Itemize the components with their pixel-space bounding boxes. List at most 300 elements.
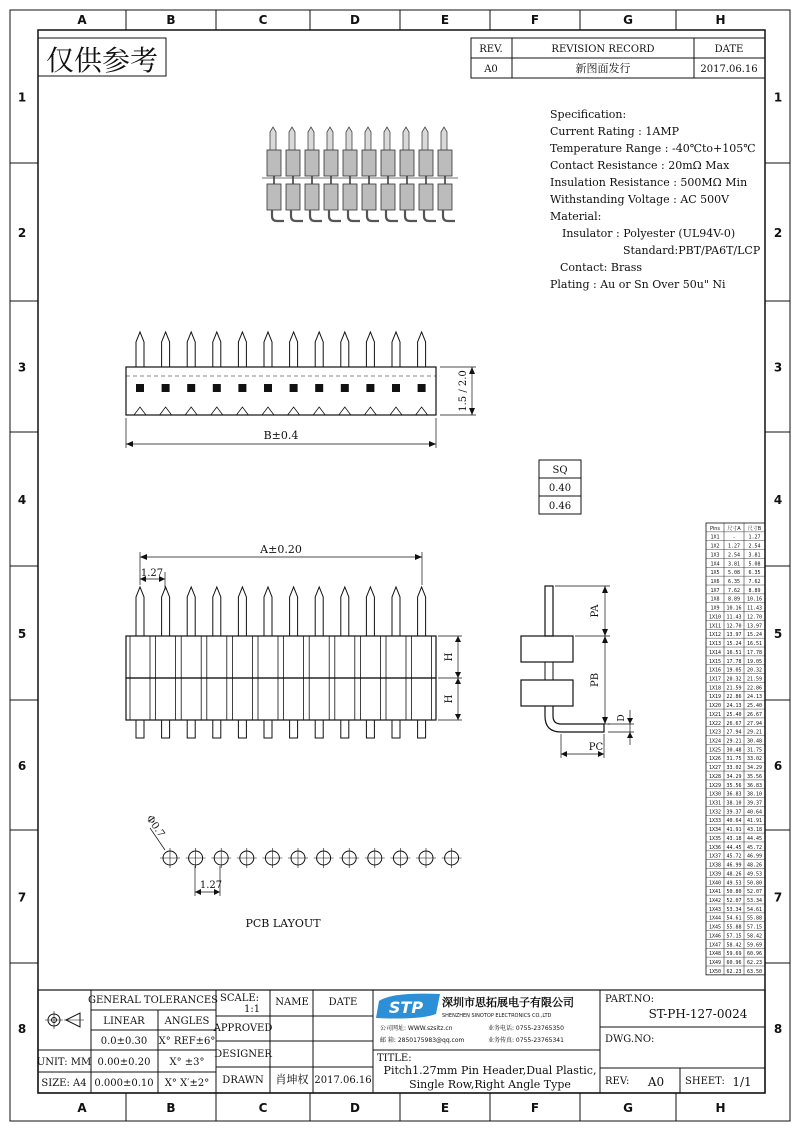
zone-column-c: C <box>258 13 268 27</box>
zone-row-8: 8 <box>17 1022 27 1036</box>
pin-table-cell: 38.10 <box>746 791 763 798</box>
dim-pitch-pcb: 1.27 <box>199 880 223 891</box>
pin-table-cell: 43.18 <box>746 827 763 834</box>
pin-table-cell: 1X10 <box>708 614 722 621</box>
pin-table-row <box>709 889 762 895</box>
pin-table-cell: 55.88 <box>726 924 742 931</box>
pin-table-cell: 1X11 <box>708 623 722 630</box>
pin-table-cell: 16.51 <box>726 649 742 656</box>
pin-table-cell: 55.88 <box>746 915 763 922</box>
pin-table-row <box>709 623 762 629</box>
pin-table-cell: 24.13 <box>746 694 763 701</box>
rev-header: REV. <box>479 44 503 55</box>
pin-table-cell: 59.69 <box>746 942 763 949</box>
designer-label: DESIGNER <box>214 1049 272 1060</box>
spec-current-rating: Current Rating : 1AMP <box>550 125 679 138</box>
pin-table <box>706 523 765 975</box>
pin-table-cell: 12.70 <box>726 623 742 630</box>
pin-table-cell: 57.15 <box>746 924 763 931</box>
pin-table-cell: 13.97 <box>746 623 763 630</box>
pin-table-cell: 59.69 <box>726 951 742 958</box>
top-view-pin <box>313 332 325 415</box>
pin-table-row <box>709 933 762 939</box>
pin-table-cell: 29.21 <box>746 729 763 736</box>
iso-pin <box>286 127 303 221</box>
approved-label: APPROVED <box>213 1023 273 1034</box>
pin-table-cell: 1X13 <box>708 641 722 648</box>
spec-temperature-range: Temperature Range : -40℃to+105℃ <box>550 142 756 155</box>
pin-table-cell: 13.97 <box>726 632 742 639</box>
pin-table-cell: 10.16 <box>726 605 742 612</box>
top-view-dimensions <box>126 367 476 448</box>
pin-table-cell: 1X37 <box>708 853 722 860</box>
tol-linear-3: 0.000±0.10 <box>94 1078 154 1089</box>
zone-column-d: D <box>350 1101 360 1115</box>
zone-column-g: G <box>623 1101 633 1115</box>
pin-table-row <box>709 809 762 815</box>
pin-table-row <box>709 836 762 842</box>
title-label: TITLE: <box>377 1053 412 1064</box>
pin-table-cell: 49.53 <box>726 880 742 887</box>
pin-table-cell: 34.29 <box>726 773 742 780</box>
pin-table-cell: 25.40 <box>726 711 742 718</box>
front-view-pin <box>207 587 227 738</box>
contact-phone: 业务电话: 0755-23765350 <box>488 1025 564 1032</box>
pin-table-row <box>709 925 762 931</box>
pin-table-cell: 20.32 <box>746 667 763 674</box>
pin-table-row <box>709 827 762 833</box>
top-view-pin <box>236 332 248 415</box>
dwg-no-label: DWG.NO: <box>605 1034 655 1045</box>
pin-table-row <box>709 942 762 948</box>
top-view-pin <box>390 332 402 415</box>
pin-table-cell: 17.78 <box>746 649 763 656</box>
pin-table-cell: 1X45 <box>708 924 722 931</box>
pin-table-cell: 48.26 <box>726 871 742 878</box>
pin-table-row <box>709 756 762 762</box>
pin-table-cell: 1X3 <box>710 552 720 559</box>
pin-table-row <box>709 863 762 869</box>
pin-table-row <box>710 606 762 612</box>
pin-table-cell: 26.67 <box>746 711 763 718</box>
sheet-label: SHEET: <box>685 1076 725 1087</box>
pin-table-header <box>710 525 762 532</box>
pin-table-row <box>709 871 762 877</box>
zone-row-3: 3 <box>17 360 27 375</box>
pin-table-cell: 25.40 <box>746 703 763 710</box>
pin-table-cell: 11.43 <box>746 605 763 612</box>
pin-table-cell: 11.43 <box>726 614 742 621</box>
logo-text: STP <box>388 998 424 1017</box>
pin-table-cell: 1X21 <box>708 711 722 718</box>
scale-value: 1:1 <box>244 1004 261 1015</box>
pin-table-cell: 1X38 <box>708 862 722 869</box>
pin-table-cell: 8.89 <box>727 596 741 603</box>
pin-table-cell: 1X34 <box>708 827 722 834</box>
pin-table-cell: 1X31 <box>708 800 722 807</box>
angles-label: ANGLES <box>164 1016 210 1027</box>
pcb-hole <box>211 848 231 868</box>
pin-table-row <box>709 632 762 638</box>
pin-table-cell: 15.24 <box>726 641 742 648</box>
pin-table-cell: 52.07 <box>746 889 763 896</box>
pin-table-cell: 35.56 <box>746 773 763 780</box>
pin-table-cell: 48.26 <box>746 862 763 869</box>
pin-table-cell: 50.80 <box>746 880 763 887</box>
pin-table-cell: 20.32 <box>726 676 742 683</box>
pin-table-cell: 44.45 <box>746 835 763 842</box>
front-view-pin <box>284 587 304 738</box>
drawn-name: 肖坤权 <box>275 1073 309 1086</box>
pin-table-cell: 34.29 <box>746 765 763 772</box>
pin-table-row <box>709 747 762 753</box>
pin-table-cell: 16.51 <box>746 641 763 648</box>
zone-column-d: D <box>350 13 360 27</box>
pin-table-cell: 1.27 <box>727 543 741 550</box>
dim-h-upper: H <box>444 652 455 662</box>
pin-table-row <box>709 801 762 807</box>
pin-table-cell: 1X42 <box>708 897 722 904</box>
pin-table-cell: 58.42 <box>746 933 763 940</box>
pin-table-row <box>710 579 760 585</box>
pin-table-cell: 21.59 <box>726 685 742 692</box>
zone-row-1: 1 <box>773 90 783 105</box>
drawn-date: 2017.06.16 <box>314 1075 372 1086</box>
pin-table-cell: 31.75 <box>746 747 763 754</box>
dim-a: A±0.20 <box>260 543 302 556</box>
pin-table-cell: 1X33 <box>708 818 722 825</box>
pin-table-cell: 7.62 <box>748 579 761 586</box>
iso-pin <box>324 127 341 221</box>
pin-table-cell: 62.23 <box>746 960 763 966</box>
pin-table-row <box>709 676 762 682</box>
dim-pc: PC <box>588 742 604 753</box>
linear-label: LINEAR <box>103 1016 145 1027</box>
front-view-pin <box>181 587 201 738</box>
spec-insulator: Insulator : Polyester (UL94V-0) <box>562 227 736 240</box>
pin-table-cell: 1X20 <box>708 703 722 710</box>
zone-row-2: 2 <box>17 226 27 240</box>
pin-table-row <box>710 597 762 603</box>
title-block <box>37 990 765 1093</box>
zone-row-6: 6 <box>773 759 783 773</box>
pin-table-cell: 1X25 <box>708 747 722 754</box>
pin-table-cell: 62.23 <box>726 968 742 975</box>
part-no-value: ST-PH-127-0024 <box>648 1007 748 1021</box>
pin-table-cell: 33.02 <box>746 756 763 763</box>
pin-table-row <box>709 818 762 824</box>
pcb-hole <box>237 848 257 868</box>
pcb-hole <box>288 848 308 868</box>
spec-plating: Plating : Au or Sn Over 50u" Ni <box>550 278 726 291</box>
pin-table-cell: 54.61 <box>746 906 763 913</box>
zone-column-b: B <box>166 1101 176 1115</box>
pin-table-row <box>710 561 760 567</box>
tol-angle-2: X° ±3° <box>169 1057 205 1068</box>
pin-table-cell: 10.16 <box>746 596 763 603</box>
iso-pin <box>305 127 322 221</box>
pin-table-row <box>709 712 762 718</box>
pin-table-row <box>709 792 762 798</box>
front-view-pin <box>232 587 252 738</box>
pin-table-cell: 1X39 <box>708 871 722 878</box>
company-logo <box>376 994 440 1019</box>
pin-table-cell: 5.08 <box>727 570 741 577</box>
pin-table-row <box>710 552 760 558</box>
zone-column-e: E <box>440 13 450 27</box>
pin-table-cell: 1X17 <box>708 676 722 683</box>
tol-angle-3: X° X′±2° <box>164 1078 210 1089</box>
stamp-text: 仅供参考 <box>45 44 159 77</box>
iso-pin <box>381 127 398 221</box>
pin-table-row <box>709 854 762 860</box>
pin-table-cell: 26.67 <box>726 720 742 727</box>
front-view-pin <box>130 587 150 738</box>
pin-table-cell: 24.13 <box>726 703 742 710</box>
pin-table-cell: 1X1 <box>710 534 720 541</box>
pin-table-row <box>710 588 760 594</box>
pin-table-cell: 46.99 <box>726 862 742 869</box>
pcb-layout-label: PCB LAYOUT <box>245 917 321 930</box>
pin-table-header-cell: 尺寸B <box>747 525 762 532</box>
pin-table-cell: 30.48 <box>726 747 742 754</box>
pcb-hole <box>339 848 359 868</box>
pin-table-row <box>709 898 762 904</box>
iso-pin <box>400 127 417 221</box>
pin-table-cell: 8.89 <box>748 587 761 594</box>
pin-table-row <box>709 659 762 665</box>
pin-table-cell: 45.72 <box>746 844 763 851</box>
pin-table-cell: 1X16 <box>708 667 722 674</box>
pin-table-cell: 44.45 <box>726 844 742 851</box>
iso-pin <box>362 127 379 221</box>
iso-pin <box>343 127 360 221</box>
zone-column-b: B <box>166 13 176 27</box>
revision-date-value: 2017.06.16 <box>700 64 758 75</box>
top-view-pin <box>364 332 376 415</box>
pin-table-cell: 49.53 <box>746 871 763 878</box>
contact-fax: 业务传真: 0755-23765341 <box>488 1037 564 1044</box>
front-view-pin <box>335 587 355 738</box>
tol-angle-1: X° REF±6° <box>158 1036 216 1047</box>
pin-table-cell: 45.72 <box>726 853 742 860</box>
sq-value-1: 0.40 <box>548 483 572 494</box>
pin-table-cell: 1X15 <box>708 658 722 665</box>
front-view-pin <box>258 587 278 738</box>
top-view-pin <box>416 332 428 415</box>
pin-table-cell: 1X9 <box>710 605 720 612</box>
pin-table-cell: 1X14 <box>708 649 722 656</box>
pin-table-cell: 53.34 <box>746 897 763 904</box>
front-view-dimensions <box>140 543 462 720</box>
pin-table-row <box>709 721 762 727</box>
pcb-hole <box>314 848 334 868</box>
pin-table-cell: 53.34 <box>726 906 742 913</box>
pin-table-cell: 1X41 <box>708 889 722 896</box>
pin-table-cell: 1X6 <box>710 579 720 586</box>
sq-header: SQ <box>552 465 568 476</box>
pin-table-row <box>709 730 762 736</box>
pin-table-cell: 21.59 <box>746 676 763 683</box>
pin-table-cell: 60.96 <box>746 951 763 958</box>
pin-table-cell: 3.81 <box>748 552 761 559</box>
pin-table-cell: 35.56 <box>726 782 742 789</box>
pin-table-cell: 5.08 <box>748 561 761 568</box>
contact-email: 邮 箱: 2850175983@qq.com <box>380 1037 465 1044</box>
zone-row-1: 1 <box>17 90 27 105</box>
dim-pa: PA <box>590 604 601 618</box>
pin-table-cell: 1X12 <box>708 632 722 639</box>
iso-pin <box>267 127 284 221</box>
size-label: SIZE: A4 <box>41 1078 87 1089</box>
pin-table-cell: 27.94 <box>726 729 742 736</box>
pin-table-cell: 39.37 <box>726 809 742 816</box>
pin-table-row <box>709 739 762 745</box>
title-line-2: Single Row,Right Angle Type <box>409 1078 571 1091</box>
tol-linear-2: 0.00±0.20 <box>97 1057 151 1068</box>
pin-table-row <box>709 880 762 886</box>
revision-record-header: REVISION RECORD <box>551 44 655 55</box>
pcb-hole <box>416 848 436 868</box>
iso-pin <box>438 127 455 221</box>
pcb-hole <box>160 848 180 868</box>
pin-table-cell: 1X30 <box>708 791 722 798</box>
spec-insulation-resistance: Insulation Resistance : 500MΩ Min <box>550 176 748 189</box>
pin-table-cell: 1X5 <box>710 570 720 577</box>
pcb-hole <box>186 848 206 868</box>
pin-table-cell: 57.15 <box>726 933 742 940</box>
pin-table-cell: 52.07 <box>726 897 742 904</box>
scale-label: SCALE: <box>220 993 260 1004</box>
pin-table-cell: - <box>732 534 736 541</box>
pin-table-cell: 1X8 <box>710 596 720 603</box>
dim-hole: Φ0.7 <box>143 813 167 840</box>
pin-table-row <box>709 969 762 975</box>
unit-label: UNIT: MM <box>36 1057 92 1068</box>
zone-column-e: E <box>440 1101 450 1115</box>
zone-column-a: A <box>77 13 87 27</box>
pin-table-row <box>709 614 762 620</box>
top-view-pin <box>185 332 197 415</box>
pin-table-cell: 1X24 <box>708 738 722 745</box>
iso-pin <box>419 127 436 221</box>
zone-row-7: 7 <box>17 890 27 905</box>
top-view-pin <box>211 332 223 415</box>
dim-height: 1.5 / 2.0 <box>458 370 469 412</box>
sheet-value: 1/1 <box>732 1075 752 1089</box>
pin-table-cell: 6.35 <box>727 579 741 586</box>
tol-linear-1: 0.0±0.30 <box>100 1036 148 1047</box>
pin-table-cell: 1X19 <box>708 694 722 701</box>
specification-block <box>550 108 761 291</box>
name-header: NAME <box>275 997 309 1008</box>
zone-row-8: 8 <box>773 1022 783 1036</box>
pcb-hole <box>442 848 462 868</box>
top-view-pin <box>160 332 172 415</box>
front-view <box>126 587 436 738</box>
pin-table-cell: 19.05 <box>746 658 763 665</box>
front-view-pin <box>156 587 176 738</box>
top-view-pin <box>339 332 351 415</box>
company-name-en: SHENZHEN SINOTOP ELECTRONICS CO.,LTD <box>442 1013 552 1019</box>
top-view <box>126 332 436 415</box>
pin-table-cell: 1X35 <box>708 835 722 842</box>
rev-value: A0 <box>484 64 498 75</box>
pin-table-row <box>709 650 762 656</box>
pin-table-cell: 2.54 <box>748 543 761 550</box>
pin-table-row <box>709 641 762 647</box>
pin-table-header-cell: 尺寸A <box>727 525 741 532</box>
pin-table-cell: 29.21 <box>726 738 742 745</box>
pin-table-cell: 31.75 <box>726 756 742 763</box>
spec-title: Specification: <box>550 108 627 121</box>
pin-table-cell: 60.96 <box>726 960 742 966</box>
pin-table-cell: 7.62 <box>727 587 741 594</box>
pin-table-cell: 1X36 <box>708 844 722 851</box>
pin-table-row <box>710 570 760 576</box>
drawn-label: DRAWN <box>222 1075 264 1086</box>
zone-column-h: H <box>715 1101 726 1115</box>
pin-table-row <box>709 765 762 771</box>
top-view-pin <box>288 332 300 415</box>
pin-table-cell: 1X40 <box>708 880 722 887</box>
date-header: DATE <box>714 44 744 55</box>
pin-table-cell: 1X29 <box>708 782 722 789</box>
part-no-label: PART.NO: <box>605 994 655 1005</box>
pin-table-cell: 30.48 <box>746 738 763 745</box>
zone-row-4: 4 <box>773 493 783 507</box>
pin-table-cell: 1X2 <box>710 543 720 550</box>
company-name-cn: 深圳市思拓展电子有限公司 <box>442 996 574 1009</box>
projection-symbol-icon <box>45 1011 84 1029</box>
pin-table-row <box>709 783 762 789</box>
rev-value-tb: A0 <box>647 1075 665 1089</box>
spec-contact-resistance: Contact Resistance : 20mΩ Max <box>550 159 730 172</box>
pin-table-cell: 1X4 <box>710 561 720 568</box>
front-view-pin <box>360 587 380 738</box>
pin-table-row <box>709 774 762 780</box>
zone-column-a: A <box>77 1101 87 1115</box>
pin-table-cell: 1X26 <box>708 756 722 763</box>
zone-row-2: 2 <box>773 226 783 240</box>
zone-column-g: G <box>623 13 633 27</box>
pin-table-cell: 1X22 <box>708 720 722 727</box>
dim-pitch: 1.27 <box>140 568 164 579</box>
pcb-layout-view <box>144 814 462 930</box>
pin-table-cell: 1X46 <box>708 933 722 940</box>
zone-row-7: 7 <box>773 890 783 905</box>
pin-table-cell: 3.81 <box>727 561 741 568</box>
pin-table-cell: 17.78 <box>726 658 742 665</box>
dim-d: D <box>617 714 627 722</box>
pin-table-row <box>709 694 762 700</box>
rev-label-tb: REV: <box>605 1076 630 1087</box>
spec-material: Material: <box>550 210 602 223</box>
pin-table-cell: 36.83 <box>746 782 763 789</box>
pin-table-cell: 38.10 <box>726 800 742 807</box>
pcb-hole <box>365 848 385 868</box>
pin-table-cell: 39.37 <box>746 800 763 807</box>
top-view-pin <box>262 332 274 415</box>
isometric-view <box>262 127 458 221</box>
pin-table-cell: 40.64 <box>746 809 763 816</box>
pin-table-cell: 36.83 <box>726 791 742 798</box>
pin-table-cell: 54.61 <box>726 915 742 922</box>
pin-table-cell: 2.54 <box>727 552 741 559</box>
pin-table-row <box>709 916 762 922</box>
pin-table-cell: 19.05 <box>726 667 742 674</box>
front-view-pin <box>386 587 406 738</box>
